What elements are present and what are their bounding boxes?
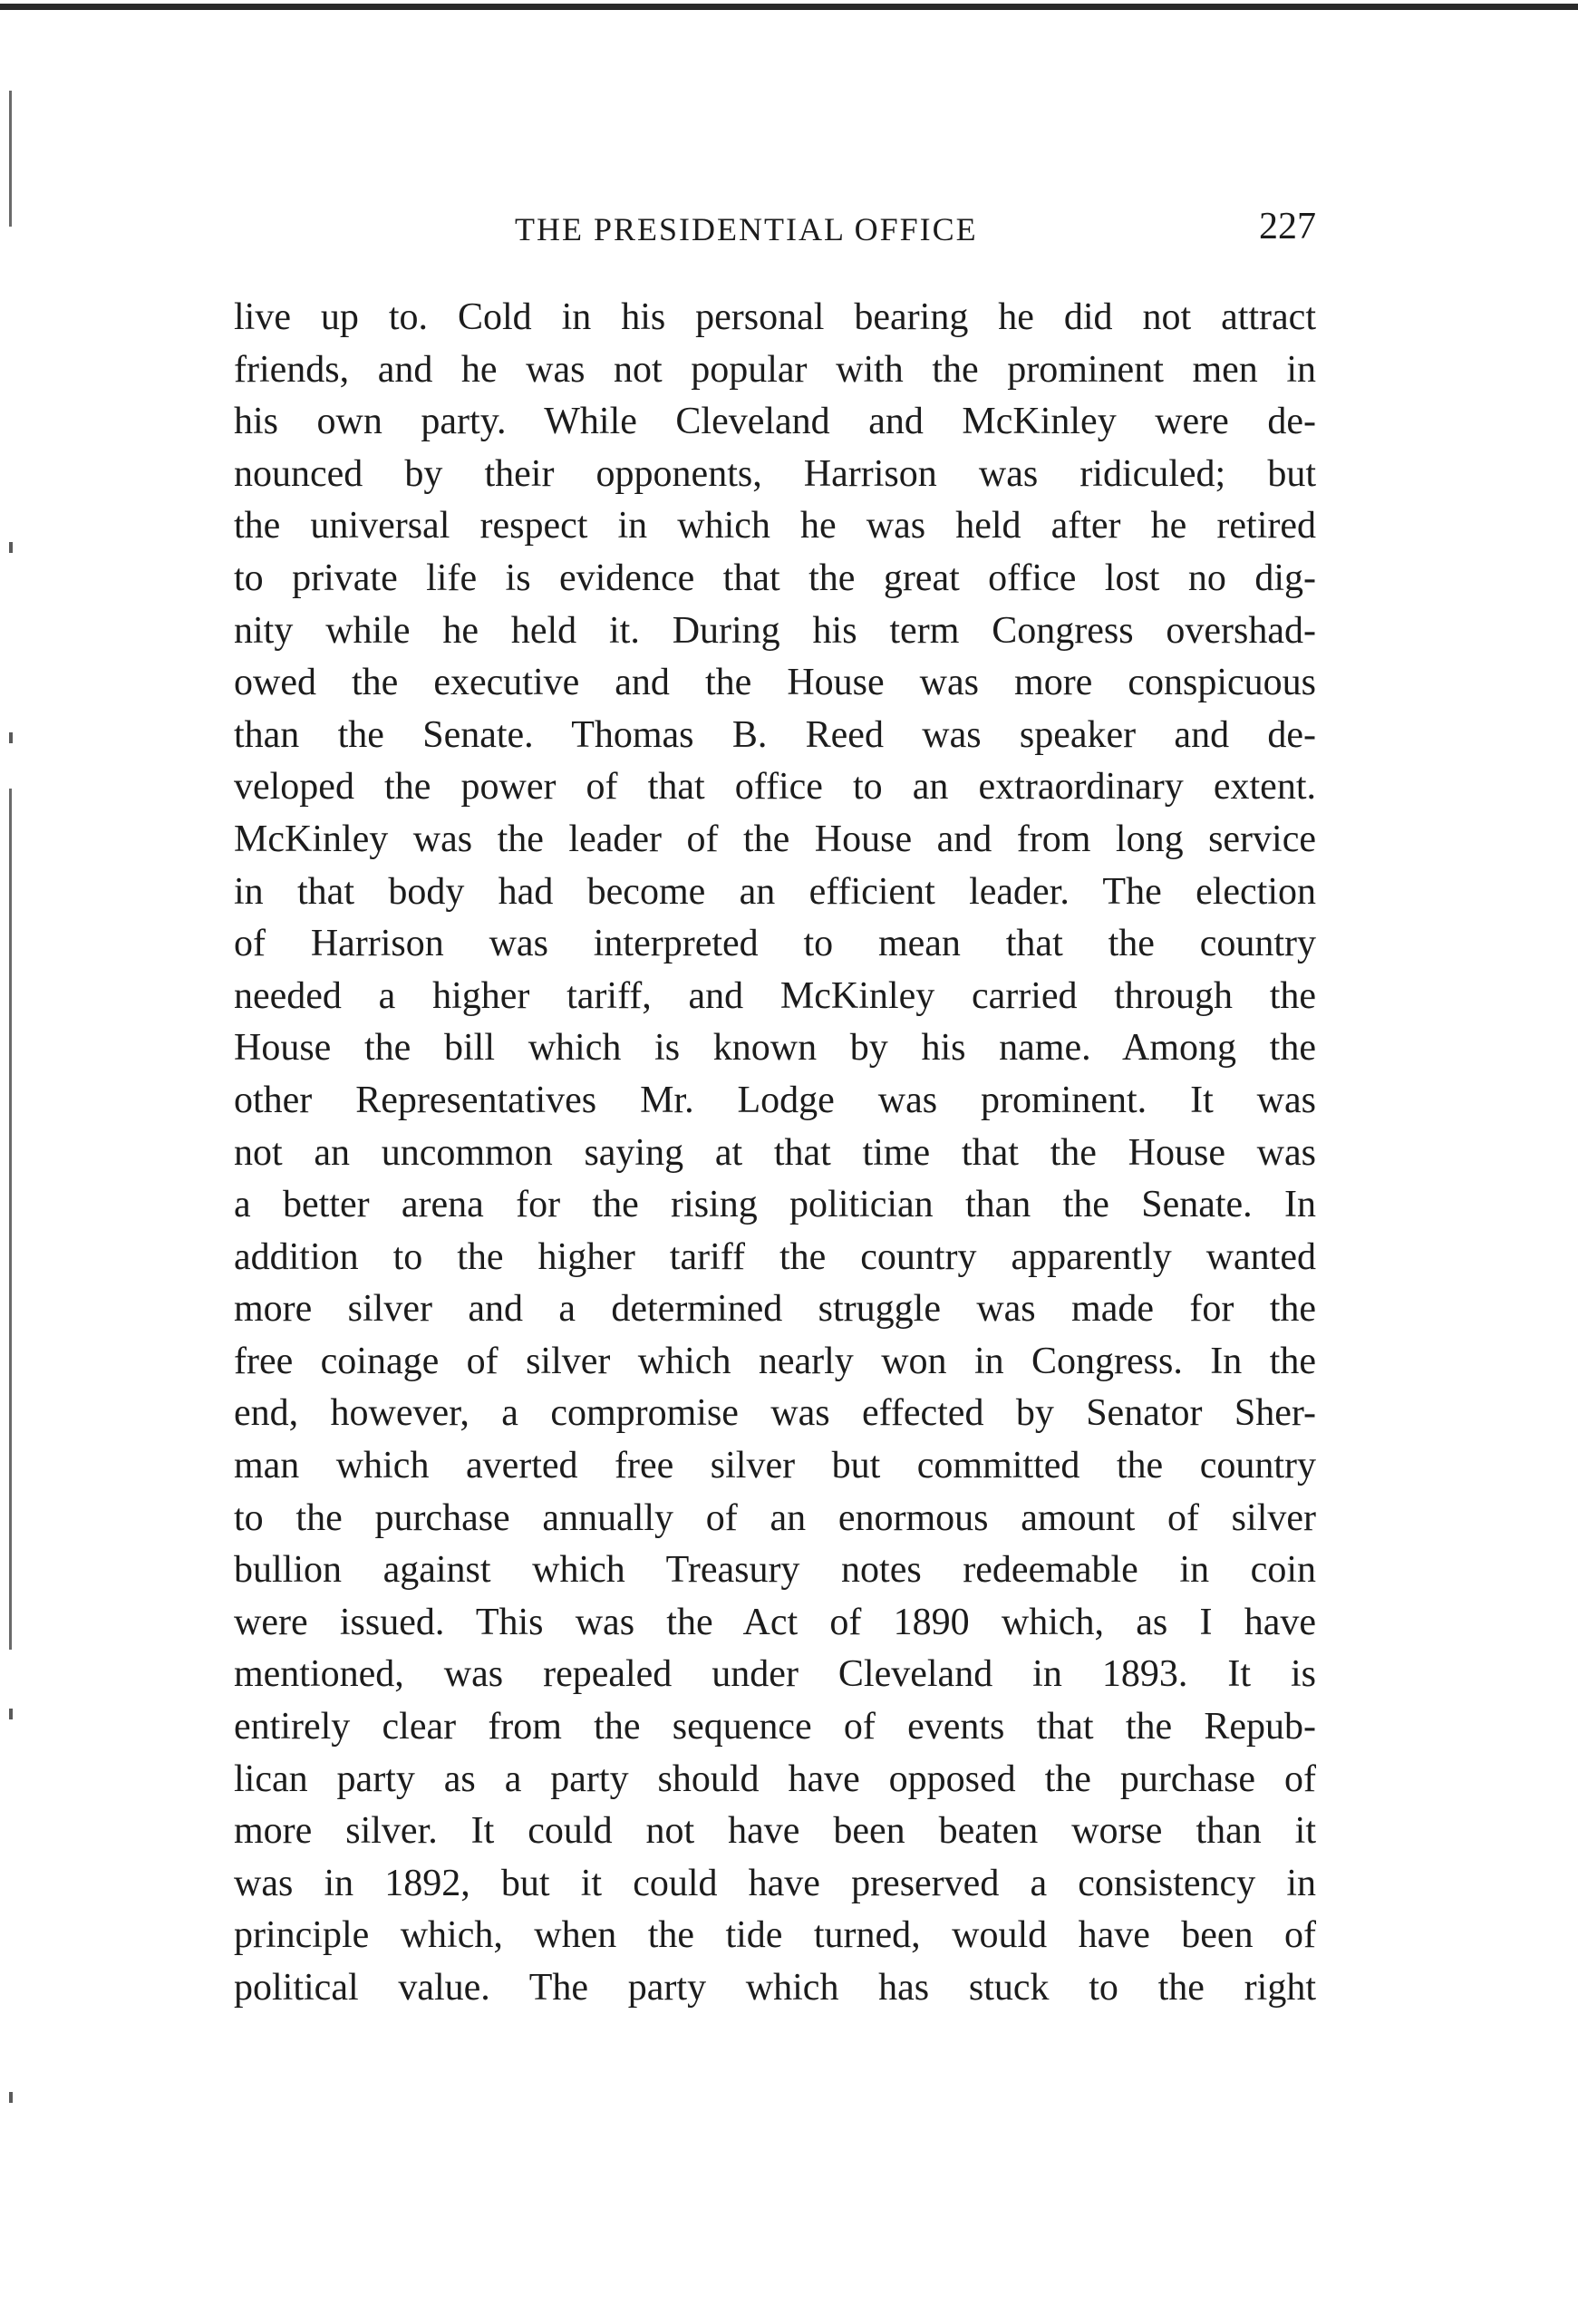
text-line: more silver. It could not have been beaten worse than it (234, 1810, 1316, 1853)
text-line: in that body had become an efficient leader. The election (234, 870, 1316, 913)
text-line: end, however, a compromise was effected by Senator Sher- (234, 1392, 1316, 1435)
text-line: man which averted free silver but committed the country (234, 1445, 1316, 1487)
text-line: more silver and a determined struggle was made for the (234, 1288, 1316, 1331)
binding-speck (9, 732, 13, 743)
text-line: mentioned, was repealed under Cleveland in 1893. It is (234, 1653, 1316, 1696)
text-line: a better arena for the rising politician than the Senate. In (234, 1184, 1316, 1226)
text-line: of Harrison was interpreted to mean that the country (234, 923, 1316, 965)
text-line: bullion against which Treasury notes redeemable in coin (234, 1549, 1316, 1592)
text-line: McKinley was the leader of the House and from long service (234, 818, 1316, 860)
text-line: addition to the higher tariff the country apparently wanted (234, 1235, 1316, 1278)
binding-speck (9, 1709, 13, 1719)
text-line: not an uncommon saying at that time that the House was (234, 1131, 1316, 1174)
binding-speck (9, 542, 13, 553)
text-line: to private life is evidence that the great office lost no dig- (234, 557, 1316, 599)
body-paragraph (234, 292, 1316, 2015)
text-line: nounced by their opponents, Harrison was ridiculed; but (234, 452, 1316, 495)
text-line: needed a higher tariff, and McKinley carried through the (234, 974, 1316, 1017)
text-line: lican party as a party should have opposed the purchase of (234, 1758, 1316, 1800)
binding-mark (9, 91, 12, 227)
binding-speck (9, 2092, 13, 2103)
binding-mark (9, 789, 12, 1097)
text-line: his own party. While Cleveland and McKinley were de- (234, 401, 1316, 443)
text-line: were issued. This was the Act of 1890 which, as I have (234, 1601, 1316, 1643)
text-line: principle which, when the tide turned, would have been of (234, 1914, 1316, 1957)
text-line: to the purchase annually of an enormous amount of silver (234, 1496, 1316, 1539)
text-line: owed the executive and the House was more conspicuous (234, 662, 1316, 704)
running-title: THE PRESIDENTIAL OFFICE (515, 211, 978, 247)
text-line: friends, and he was not popular with the prominent men in (234, 348, 1316, 391)
text-line: free coinage of silver which nearly won in Congress. In the (234, 1340, 1316, 1382)
text-line: was in 1892, but it could have preserved a consistency in (234, 1862, 1316, 1904)
text-line: than the Senate. Thomas B. Reed was speaker and de- (234, 713, 1316, 756)
text-line: veloped the power of that office to an extraordinary extent. (234, 766, 1316, 809)
text-line: live up to. Cold in his personal bearing he did not attract (234, 296, 1316, 338)
binding-mark (9, 1088, 12, 1650)
text-line: House the bill which is known by his name. Among the (234, 1027, 1316, 1070)
page-number: 227 (1259, 206, 1316, 247)
text-line: the universal respect in which he was held after he retired (234, 505, 1316, 547)
text-line: other Representatives Mr. Lodge was prominent. It was (234, 1079, 1316, 1121)
top-scan-edge (0, 4, 1578, 10)
text-line: nity while he held it. During his term Congress overshad- (234, 609, 1316, 652)
running-head (234, 205, 1316, 250)
text-line: political value. The party which has stuck to the right (234, 1967, 1316, 2009)
text-line: entirely clear from the sequence of events that the Repub- (234, 1706, 1316, 1748)
